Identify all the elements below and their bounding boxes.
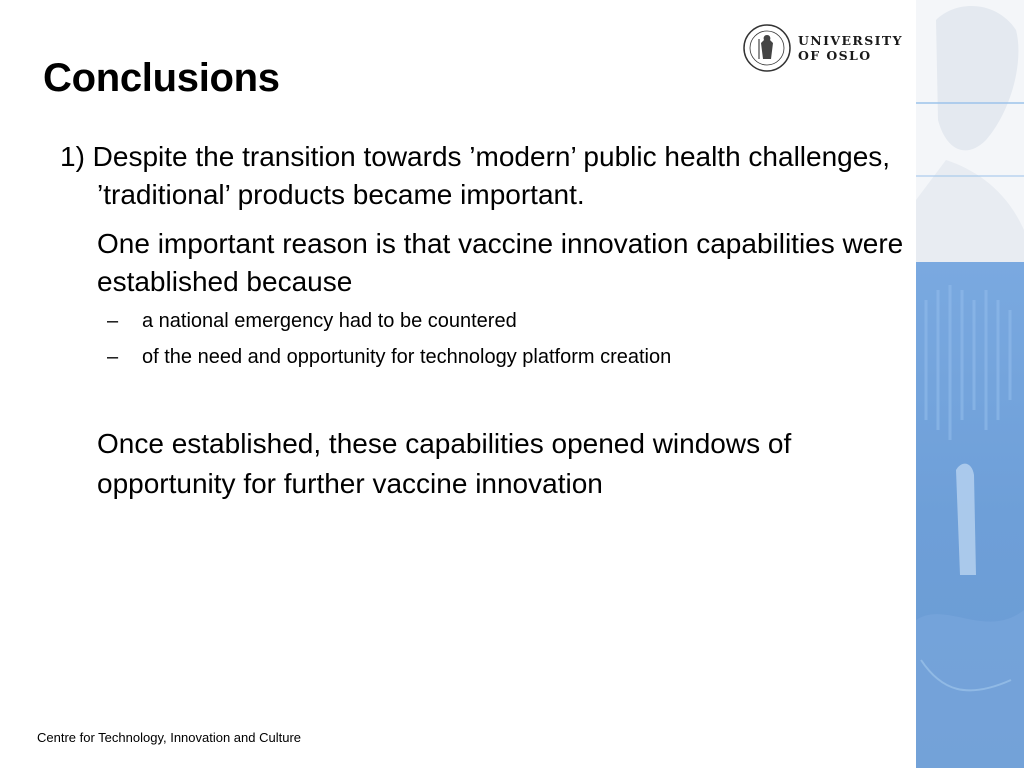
list-item-text: a national emergency had to be countered: [142, 310, 517, 332]
slide-body: [60, 138, 940, 504]
university-name: [798, 33, 903, 63]
list-item-text: of the need and opportunity for technology platform creation: [142, 346, 672, 368]
point-1-reason: One important reason is that vaccine innovation capabilities were established because: [97, 228, 904, 297]
closing-line-1: Once established, these capabilities opened windows of: [97, 428, 792, 459]
slide-title: Conclusions: [43, 56, 280, 100]
point-1: 1) Despite the transition towards ’modern’ public health challenges, ’traditional’ products became important.: [60, 141, 891, 210]
university-name-line1: UNIVERSITY: [798, 33, 903, 48]
reason-list: [107, 309, 940, 369]
list-item: [107, 345, 940, 369]
university-name-line2: OF OSLO: [798, 48, 872, 63]
slide-footer: Centre for Technology, Innovation and Culture: [37, 730, 302, 745]
university-seal-icon: [742, 23, 792, 73]
list-item: [107, 309, 940, 333]
university-logo: [742, 22, 912, 74]
bullet-dash: –: [107, 310, 119, 332]
bullet-dash: –: [107, 346, 119, 368]
closing-line-2: opportunity for further vaccine innovation: [97, 468, 603, 499]
closing-statement: [97, 424, 940, 504]
